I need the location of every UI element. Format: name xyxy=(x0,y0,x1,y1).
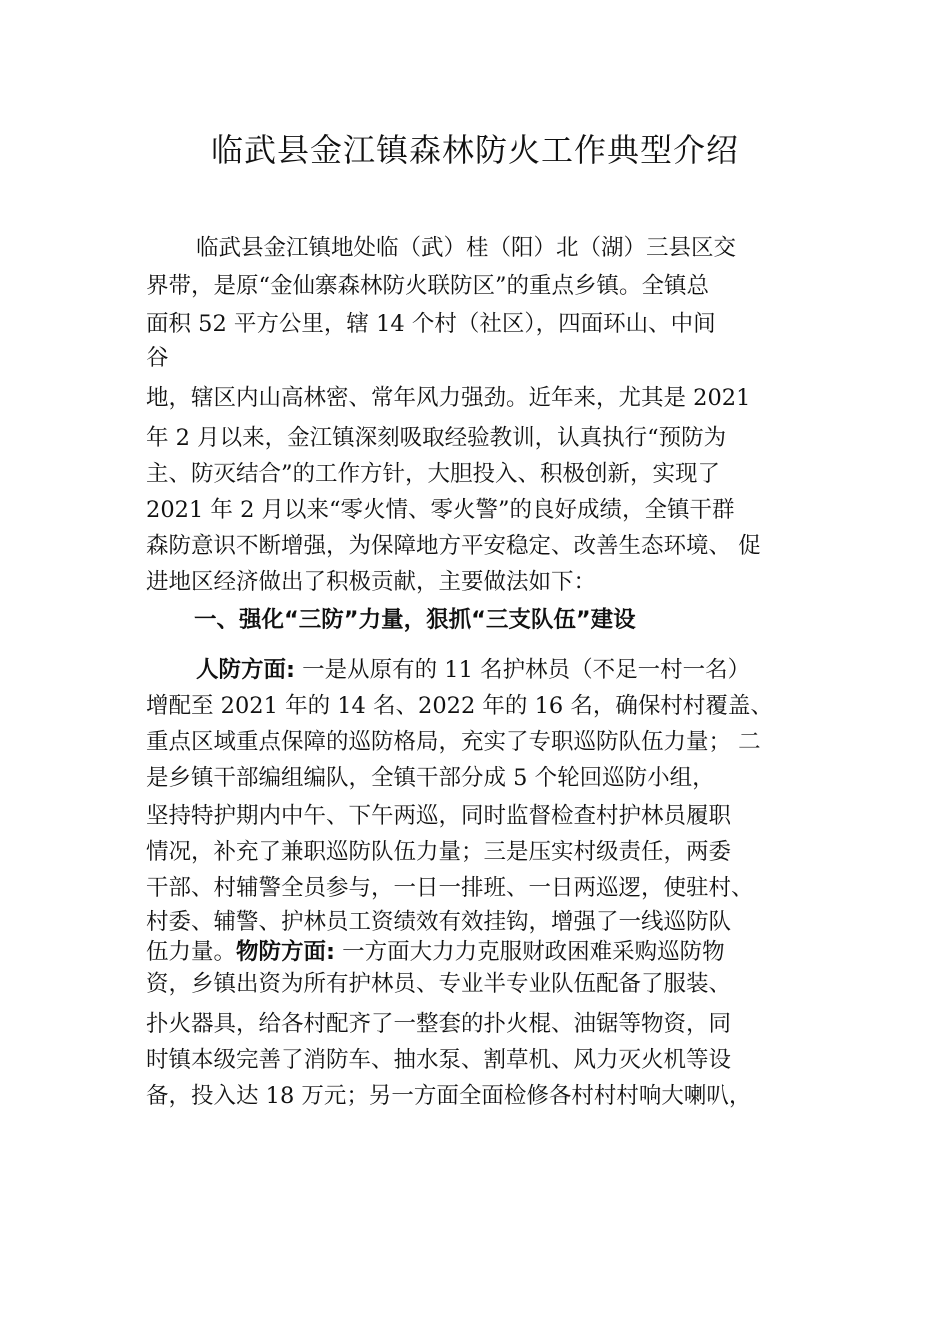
renfang-line: 重点区域重点保障的巡防格局，充实了专职巡防队伍力量； 二 xyxy=(146,729,761,755)
renfang-first-text: 一是从原有的 11 名护林员（不足一村一名） xyxy=(295,657,751,683)
wufang-line: 备，投入达 18 万元；另一方面全面检修各村村村响大喇叭， xyxy=(146,1083,752,1109)
section-heading: 一、强化“三防”力量，狠抓“三支队伍”建设 xyxy=(194,607,636,633)
wufang-label: 物防方面: xyxy=(236,939,336,965)
renfang-label: 人防方面: xyxy=(196,657,295,683)
intro-line: 地，辖区内山高林密、常年风力强劲。近年来，尤其是 2021 xyxy=(146,385,751,411)
wufang-first-line xyxy=(146,934,826,970)
renfang-line: 村委、辅警、护林员工资绩效有效挂钩，增强了一线巡防队 xyxy=(146,909,732,935)
intro-line: 谷 xyxy=(146,345,169,371)
renfang-line: 增配至 2021 年的 14 名、2022 年的 16 名，确保村村覆盖、 xyxy=(146,693,773,719)
intro-line: 临武县金江镇地处临（武）桂（阳）北（湖）三县区交 xyxy=(196,235,737,261)
intro-line: 2021 年 2 月以来“零火情、零火警”的良好成绩，全镇干群 xyxy=(146,497,735,523)
intro-line: 面积 52 平方公里，辖 14 个村（社区），四面环山、中间 xyxy=(146,311,716,337)
renfang-first-line xyxy=(196,652,876,688)
intro-line: 森防意识不断增强，为保障地方平安稳定、改善生态环境、 促 xyxy=(146,533,761,559)
renfang-line: 情况，补充了兼职巡防队伍力量；三是压实村级责任，两委 xyxy=(146,839,732,865)
intro-line: 年 2 月以来，金江镇深刻吸取经验教训，认真执行“预防为 xyxy=(146,425,727,451)
renfang-line: 干部、村辅警全员参与，一日一排班、一日两巡逻，使驻村、 xyxy=(146,875,754,901)
wufang-line: 时镇本级完善了消防车、抽水泵、割草机、风力灭火机等设 xyxy=(146,1047,732,1073)
wufang-first-text: 一方面大力力克服财政困难采购巡防物 xyxy=(335,939,725,965)
wufang-prefix: 伍力量。 xyxy=(146,939,237,965)
renfang-line: 坚持特护期内中午、下午两巡，同时监督检查村护林员履职 xyxy=(146,803,732,829)
document-title: 临武县金江镇森林防火工作典型介绍 xyxy=(210,131,739,169)
intro-line: 进地区经济做出了积极贡献，主要做法如下： xyxy=(146,569,597,595)
intro-line: 主、防灭结合”的工作方针，大胆投入、积极创新，实现了 xyxy=(146,461,721,487)
wufang-line: 扑火器具，给各村配齐了一整套的扑火棍、油锯等物资，同 xyxy=(146,1011,732,1037)
intro-line: 界带，是原“金仙寨森林防火联防区”的重点乡镇。全镇总 xyxy=(146,273,710,299)
renfang-line: 是乡镇干部编组编队，全镇干部分成 5 个轮回巡防小组， xyxy=(146,765,715,791)
wufang-line: 资，乡镇出资为所有护林员、专业半专业队伍配备了服装、 xyxy=(146,971,732,997)
